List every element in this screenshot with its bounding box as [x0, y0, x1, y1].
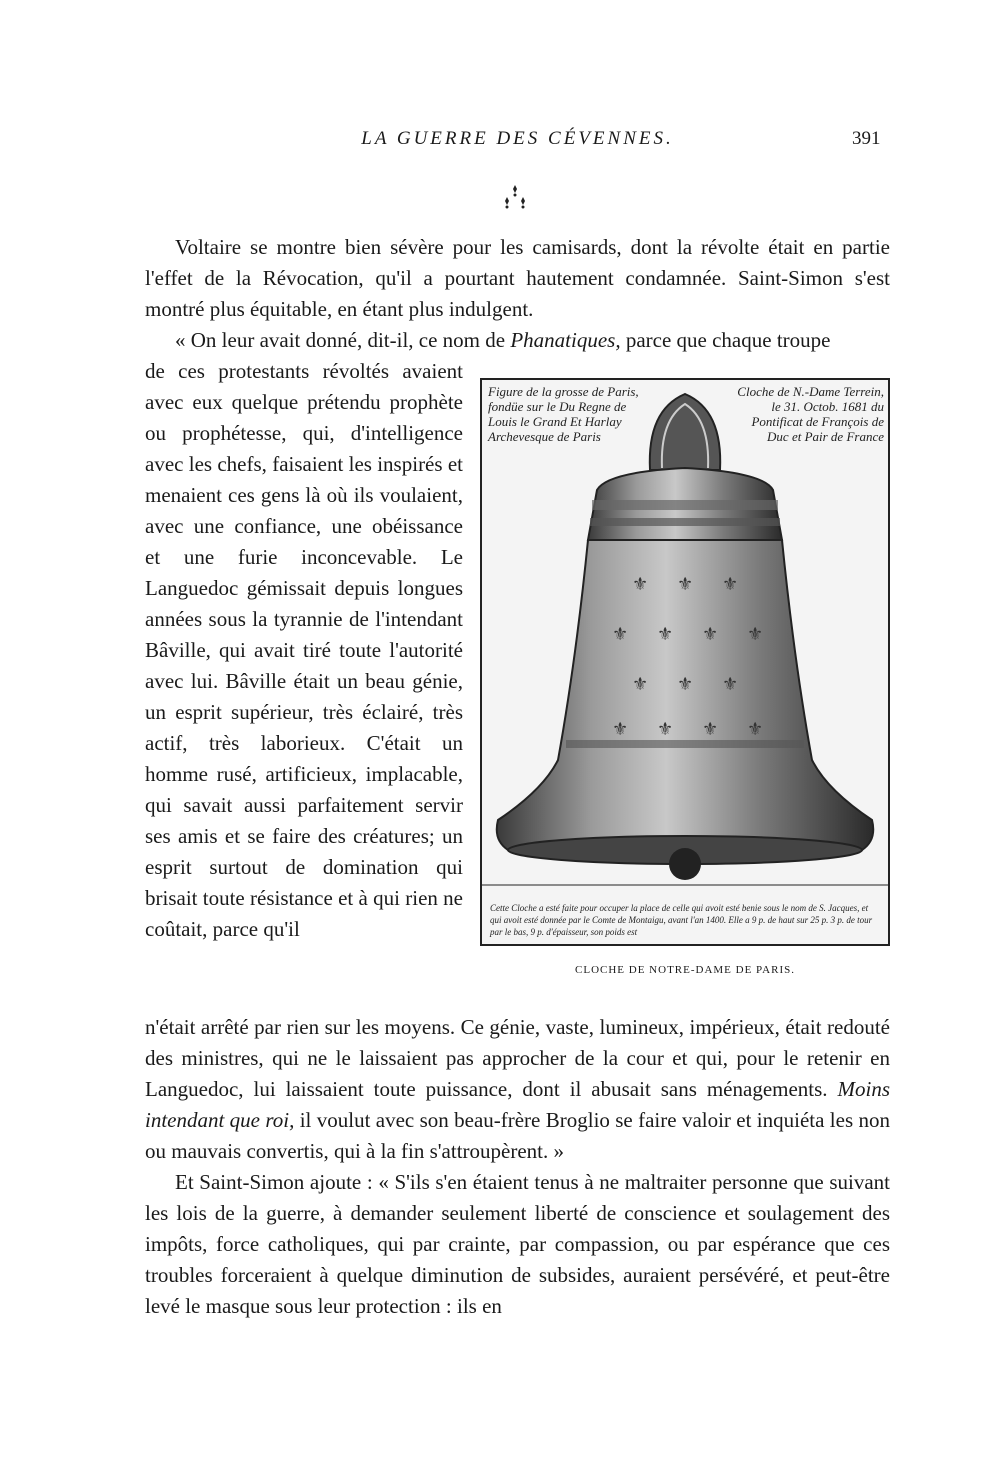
paragraph-saint-simon-quote: « On leur avait donné, dit-il, ce nom de Phanatiques, parce que chaque troupe [175, 328, 831, 352]
fleuron-icon [500, 183, 530, 213]
svg-text:⚜: ⚜ [722, 574, 739, 595]
svg-text:⚜: ⚜ [677, 574, 694, 595]
svg-text:⚜: ⚜ [657, 624, 674, 645]
continued-text [145, 1012, 890, 1322]
italic-moins-intendant: Moins intendant que roi, [145, 1077, 890, 1132]
bell-engraving [480, 378, 890, 946]
svg-text:⚜: ⚜ [657, 719, 674, 740]
svg-text:⚜: ⚜ [702, 624, 719, 645]
paragraph-voltaire: Voltaire se montre bien sévère pour les camisards, dont la révolte était en partie l'effet de la Révocation, qu'il a pourtant hautement condamnée. Saint-Simon s'est montré plus équitable, en étant plus indulgent. [145, 235, 890, 321]
svg-text:⚜: ⚜ [612, 624, 629, 645]
italic-phanatiques: Phanatiques, [510, 328, 621, 352]
inscription-right: Cloche de N.-Dame Terrein, le 31. Octob. 1681 du Pontificat de François de Duc et Pair de France [737, 384, 884, 444]
svg-text:⚜: ⚜ [632, 574, 649, 595]
bell-illustration [482, 380, 888, 944]
page-number: 391 [852, 128, 881, 149]
paragraph-saint-simon-adds: Et Saint-Simon ajoute : « S'ils s'en étaient tenus à ne maltraiter personne que suivant les lois de la guerre, à demander seulement liberté de conscience et soulagement des impôts, force catholiques, qui par crainte, par compassion, ou par espérance que ces troubles forceraient à quelque diminution de subsides, auraient persévéré, et peut-être levé le masque sous leur protection : ils en [145, 1170, 890, 1318]
running-title: LA GUERRE DES CÉVENNES. [361, 128, 674, 149]
figure-caption: CLOCHE DE NOTRE-DAME DE PARIS. [575, 964, 795, 976]
svg-text:⚜: ⚜ [632, 674, 649, 695]
svg-text:⚜: ⚜ [747, 719, 764, 740]
intro-text [145, 232, 890, 356]
fleuron-icon [495, 183, 535, 217]
paragraph-bauville-continued: n'était arrêté par rien sur les moyens. Ce génie, vaste, lumineux, impérieux, était redouté des ministres, qui ne le laissaient pas approcher de la cour et qui, pour le retenir en Languedoc, lui laissaient toute puissance, dont il abusait sans ménagements. Moins intendant que roi, il voulut avec son beau-frère Broglio se faire valoir et inquiéta les non ou mauvais convertis, qui à la fin s'attroupèrent. » [145, 1015, 890, 1163]
svg-text:⚜: ⚜ [612, 719, 629, 740]
svg-text:⚜: ⚜ [677, 674, 694, 695]
inscription-left: Figure de la grosse de Paris, fondüe sur le Du Regne de Louis le Grand Et Harlay Archevesque de Paris [488, 384, 639, 444]
engraving-inscription-bottom: Cette Cloche a esté faite pour occuper la place de celle qui avoit esté benie sous le nom de S. Jacques, et qui avoit esté donnée par le Comte de Montaigu, avant l'an 1400. Elle a 9 p. de haut sur 25 p. 3 p. de tour par le bas, 9 p. d'épaisseur, son poids est [490, 903, 873, 937]
svg-text:⚜: ⚜ [747, 624, 764, 645]
svg-text:⚜: ⚜ [722, 674, 739, 695]
svg-text:⚜: ⚜ [702, 719, 719, 740]
wrapped-column-text: de ces protestants révoltés avaient avec eux quelque prétendu prophète ou prophétesse, qui, d'intelligence avec les chefs, faisaient les inspirés et menaient ces gens là où ils voulaient, avec une confiance, une obéissance et une furie inconcevable. Le Languedoc gémissait depuis longues années sous la tyrannie de l'intendant Bâville, qui avait tiré toute l'autorité avec lui. Bâville était un beau génie, un esprit supérieur, très éclairé, très actif, très laborieux. C'était un homme rusé, artificieux, implacable, qui savait aussi parfaitement servir ses amis et se faire des créatures; un esprit surtout de domination qui brisait toute résistance et à qui rien ne coûtait, parce qu'il [145, 359, 463, 941]
